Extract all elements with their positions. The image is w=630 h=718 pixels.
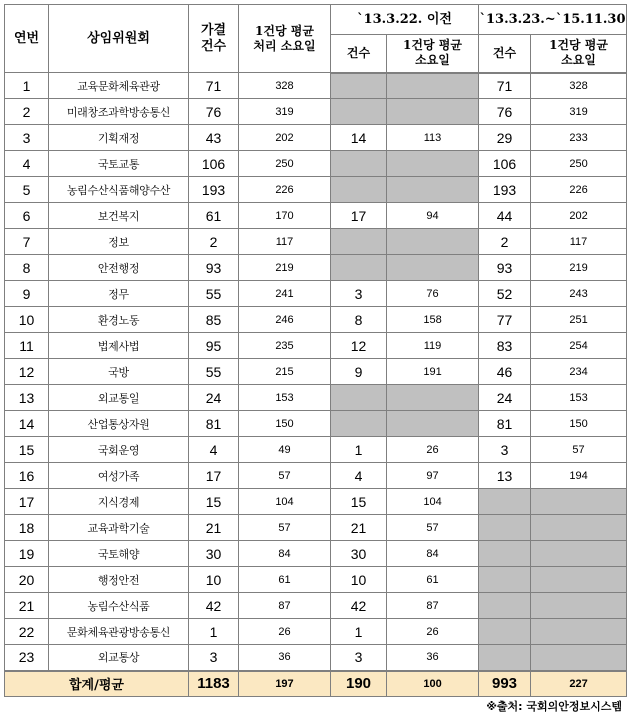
table-row <box>5 255 627 281</box>
row-after-count <box>479 567 531 593</box>
row-avg-days: 57 <box>239 515 331 541</box>
row-after-count <box>479 645 531 671</box>
row-no: 1 <box>5 73 49 99</box>
row-after-avg: 150 <box>531 411 627 437</box>
row-before-count: 30 <box>331 541 387 567</box>
row-committee: 정무 <box>49 281 189 307</box>
row-avg-days: 36 <box>239 645 331 671</box>
header-no: 연번 <box>5 5 49 73</box>
row-before-count: 10 <box>331 567 387 593</box>
table-row <box>5 567 627 593</box>
row-after-count: 52 <box>479 281 531 307</box>
header-period-before-avg: 1건당 평균 소요일 <box>387 35 479 73</box>
total-avg: 197 <box>239 671 331 697</box>
row-after-count: 83 <box>479 333 531 359</box>
row-before-count: 4 <box>331 463 387 489</box>
table-row <box>5 151 627 177</box>
row-committee: 보건복지 <box>49 203 189 229</box>
row-passed-count: 30 <box>189 541 239 567</box>
table-row <box>5 411 627 437</box>
row-before-count: 15 <box>331 489 387 515</box>
row-no: 2 <box>5 99 49 125</box>
row-committee: 외교통상 <box>49 645 189 671</box>
row-passed-count: 85 <box>189 307 239 333</box>
row-before-avg <box>387 385 479 411</box>
row-after-avg: 234 <box>531 359 627 385</box>
row-committee: 법제사법 <box>49 333 189 359</box>
row-before-count: 1 <box>331 437 387 463</box>
row-before-count <box>331 177 387 203</box>
row-committee: 기획재정 <box>49 125 189 151</box>
total-after-count: 993 <box>479 671 531 697</box>
row-before-avg: 87 <box>387 593 479 619</box>
table-row <box>5 229 627 255</box>
row-after-count: 193 <box>479 177 531 203</box>
row-no: 19 <box>5 541 49 567</box>
row-avg-days: 150 <box>239 411 331 437</box>
source-note: ※출처: 국회의안정보시스템 <box>486 700 622 713</box>
row-before-count: 42 <box>331 593 387 619</box>
row-after-avg: 117 <box>531 229 627 255</box>
row-committee: 국토교통 <box>49 151 189 177</box>
row-passed-count: 2 <box>189 229 239 255</box>
row-after-count: 106 <box>479 151 531 177</box>
row-before-avg: 36 <box>387 645 479 671</box>
row-no: 3 <box>5 125 49 151</box>
row-no: 22 <box>5 619 49 645</box>
row-no: 6 <box>5 203 49 229</box>
row-no: 20 <box>5 567 49 593</box>
header-period-after-count: 건수 <box>479 35 531 73</box>
table-row <box>5 203 627 229</box>
row-passed-count: 81 <box>189 411 239 437</box>
row-after-count: 46 <box>479 359 531 385</box>
header-period-before-count: 건수 <box>331 35 387 73</box>
row-before-count: 3 <box>331 645 387 671</box>
row-committee: 지식경제 <box>49 489 189 515</box>
row-after-count: 13 <box>479 463 531 489</box>
row-no: 7 <box>5 229 49 255</box>
row-no: 14 <box>5 411 49 437</box>
row-passed-count: 10 <box>189 567 239 593</box>
row-avg-days: 235 <box>239 333 331 359</box>
table-row <box>5 125 627 151</box>
row-before-count <box>331 385 387 411</box>
row-before-avg: 84 <box>387 541 479 567</box>
row-after-count <box>479 541 531 567</box>
row-before-avg <box>387 411 479 437</box>
table-row <box>5 593 627 619</box>
table-row <box>5 99 627 125</box>
total-after-avg: 227 <box>531 671 627 697</box>
row-after-avg <box>531 489 627 515</box>
row-passed-count: 15 <box>189 489 239 515</box>
row-avg-days: 202 <box>239 125 331 151</box>
row-committee: 국방 <box>49 359 189 385</box>
row-before-count: 8 <box>331 307 387 333</box>
row-passed-count: 61 <box>189 203 239 229</box>
row-before-avg <box>387 255 479 281</box>
row-before-count: 1 <box>331 619 387 645</box>
row-committee: 국토해양 <box>49 541 189 567</box>
row-before-avg: 104 <box>387 489 479 515</box>
row-before-count <box>331 255 387 281</box>
row-after-count: 93 <box>479 255 531 281</box>
header-passed-count: 가결 건수 <box>189 5 239 73</box>
row-no: 5 <box>5 177 49 203</box>
row-before-count <box>331 99 387 125</box>
row-after-count: 77 <box>479 307 531 333</box>
row-after-count <box>479 515 531 541</box>
row-before-avg: 113 <box>387 125 479 151</box>
row-after-avg: 194 <box>531 463 627 489</box>
row-before-avg <box>387 73 479 99</box>
row-committee: 농림수산식품해양수산 <box>49 177 189 203</box>
row-after-avg <box>531 593 627 619</box>
row-before-avg: 97 <box>387 463 479 489</box>
row-before-count: 12 <box>331 333 387 359</box>
row-passed-count: 193 <box>189 177 239 203</box>
table-row <box>5 515 627 541</box>
row-no: 8 <box>5 255 49 281</box>
row-after-avg: 319 <box>531 99 627 125</box>
row-after-count: 81 <box>479 411 531 437</box>
table-row <box>5 541 627 567</box>
row-avg-days: 215 <box>239 359 331 385</box>
row-avg-days: 250 <box>239 151 331 177</box>
row-passed-count: 1 <box>189 619 239 645</box>
row-no: 15 <box>5 437 49 463</box>
total-count: 1183 <box>189 671 239 697</box>
table-row <box>5 463 627 489</box>
committee-stats-table <box>4 4 627 697</box>
row-before-count <box>331 73 387 99</box>
row-passed-count: 55 <box>189 359 239 385</box>
row-avg-days: 26 <box>239 619 331 645</box>
row-after-count: 3 <box>479 437 531 463</box>
row-after-avg: 251 <box>531 307 627 333</box>
row-after-avg <box>531 645 627 671</box>
row-avg-days: 246 <box>239 307 331 333</box>
row-after-avg: 153 <box>531 385 627 411</box>
row-avg-days: 84 <box>239 541 331 567</box>
row-before-count: 3 <box>331 281 387 307</box>
row-before-count: 9 <box>331 359 387 385</box>
row-before-count <box>331 411 387 437</box>
row-after-avg <box>531 567 627 593</box>
row-no: 12 <box>5 359 49 385</box>
row-before-avg <box>387 99 479 125</box>
row-no: 18 <box>5 515 49 541</box>
row-after-avg: 226 <box>531 177 627 203</box>
row-passed-count: 71 <box>189 73 239 99</box>
row-after-avg: 233 <box>531 125 627 151</box>
row-after-avg: 219 <box>531 255 627 281</box>
row-committee: 교육문화체육관광 <box>49 73 189 99</box>
row-committee: 농림수산식품 <box>49 593 189 619</box>
row-after-avg <box>531 541 627 567</box>
row-avg-days: 328 <box>239 73 331 99</box>
row-passed-count: 17 <box>189 463 239 489</box>
row-after-count: 2 <box>479 229 531 255</box>
row-passed-count: 21 <box>189 515 239 541</box>
table-row <box>5 437 627 463</box>
row-before-count: 21 <box>331 515 387 541</box>
row-committee: 행정안전 <box>49 567 189 593</box>
table-row <box>5 281 627 307</box>
row-committee: 교육과학기술 <box>49 515 189 541</box>
table-row <box>5 73 627 99</box>
row-after-count: 29 <box>479 125 531 151</box>
row-after-count: 76 <box>479 99 531 125</box>
total-before-avg: 100 <box>387 671 479 697</box>
row-avg-days: 153 <box>239 385 331 411</box>
row-after-avg: 243 <box>531 281 627 307</box>
row-before-count: 17 <box>331 203 387 229</box>
row-committee: 외교통일 <box>49 385 189 411</box>
row-before-avg: 26 <box>387 619 479 645</box>
row-before-avg <box>387 229 479 255</box>
total-label: 합계/평균 <box>5 671 189 697</box>
row-before-avg <box>387 151 479 177</box>
row-passed-count: 24 <box>189 385 239 411</box>
row-after-avg: 254 <box>531 333 627 359</box>
row-before-avg: 119 <box>387 333 479 359</box>
row-avg-days: 117 <box>239 229 331 255</box>
row-after-count <box>479 619 531 645</box>
row-after-count <box>479 489 531 515</box>
row-committee: 미래창조과학방송통신 <box>49 99 189 125</box>
table-row <box>5 619 627 645</box>
row-avg-days: 319 <box>239 99 331 125</box>
row-passed-count: 76 <box>189 99 239 125</box>
row-after-avg: 57 <box>531 437 627 463</box>
table-row <box>5 489 627 515</box>
row-passed-count: 93 <box>189 255 239 281</box>
row-committee: 문화체육관광방송통신 <box>49 619 189 645</box>
total-before-count: 190 <box>331 671 387 697</box>
row-committee: 안전행정 <box>49 255 189 281</box>
row-no: 17 <box>5 489 49 515</box>
row-before-avg: 76 <box>387 281 479 307</box>
row-after-count: 44 <box>479 203 531 229</box>
row-before-avg: 61 <box>387 567 479 593</box>
header-committee: 상임위원회 <box>49 5 189 73</box>
row-before-count: 14 <box>331 125 387 151</box>
row-no: 10 <box>5 307 49 333</box>
row-avg-days: 170 <box>239 203 331 229</box>
row-no: 13 <box>5 385 49 411</box>
header-period-after: `13.3.23.~`15.11.30 <box>479 5 627 35</box>
row-after-count: 71 <box>479 73 531 99</box>
row-passed-count: 4 <box>189 437 239 463</box>
row-before-avg: 94 <box>387 203 479 229</box>
row-avg-days: 226 <box>239 177 331 203</box>
row-passed-count: 3 <box>189 645 239 671</box>
table-row <box>5 307 627 333</box>
row-passed-count: 55 <box>189 281 239 307</box>
row-committee: 산업통상자원 <box>49 411 189 437</box>
row-passed-count: 43 <box>189 125 239 151</box>
header-period-before: `13.3.22. 이전 <box>331 5 479 35</box>
row-before-avg <box>387 177 479 203</box>
header-period-after-avg: 1건당 평균 소요일 <box>531 35 627 73</box>
row-passed-count: 106 <box>189 151 239 177</box>
table-row <box>5 333 627 359</box>
row-before-avg: 191 <box>387 359 479 385</box>
row-no: 23 <box>5 645 49 671</box>
row-before-avg: 26 <box>387 437 479 463</box>
row-no: 9 <box>5 281 49 307</box>
row-committee: 환경노동 <box>49 307 189 333</box>
row-avg-days: 104 <box>239 489 331 515</box>
row-after-count <box>479 593 531 619</box>
row-after-avg <box>531 515 627 541</box>
row-avg-days: 219 <box>239 255 331 281</box>
row-no: 21 <box>5 593 49 619</box>
row-before-count <box>331 151 387 177</box>
row-avg-days: 241 <box>239 281 331 307</box>
row-before-avg: 158 <box>387 307 479 333</box>
row-after-avg: 328 <box>531 73 627 99</box>
row-after-avg: 250 <box>531 151 627 177</box>
row-avg-days: 49 <box>239 437 331 463</box>
row-before-avg: 57 <box>387 515 479 541</box>
table-row <box>5 645 627 671</box>
row-after-avg <box>531 619 627 645</box>
total-row <box>5 671 627 697</box>
row-after-count: 24 <box>479 385 531 411</box>
row-before-count <box>331 229 387 255</box>
header-avg-days: 1건당 평균 처리 소요일 <box>239 5 331 73</box>
row-no: 16 <box>5 463 49 489</box>
row-after-avg: 202 <box>531 203 627 229</box>
row-avg-days: 87 <box>239 593 331 619</box>
row-no: 11 <box>5 333 49 359</box>
row-no: 4 <box>5 151 49 177</box>
row-committee: 국회운영 <box>49 437 189 463</box>
row-avg-days: 61 <box>239 567 331 593</box>
table-row <box>5 385 627 411</box>
table-row <box>5 177 627 203</box>
row-passed-count: 42 <box>189 593 239 619</box>
row-passed-count: 95 <box>189 333 239 359</box>
row-avg-days: 57 <box>239 463 331 489</box>
table-row <box>5 359 627 385</box>
row-committee: 정보 <box>49 229 189 255</box>
row-committee: 여성가족 <box>49 463 189 489</box>
